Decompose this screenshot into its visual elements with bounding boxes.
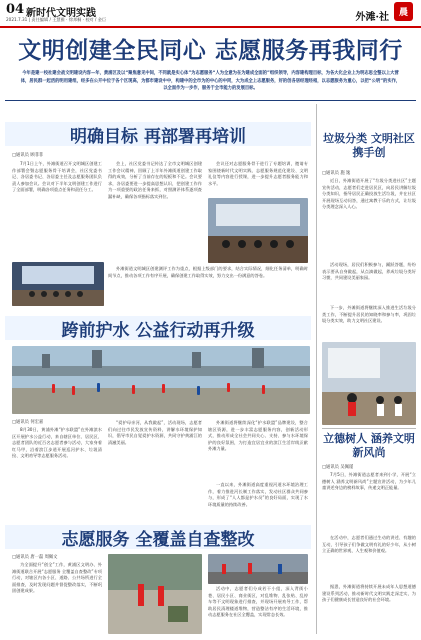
volunteer-figure xyxy=(197,386,200,395)
volunteer-figure xyxy=(162,384,165,393)
sidebar-title: 立德树人 涵养文明新风尚 xyxy=(323,432,415,459)
inspection-photo xyxy=(108,554,202,634)
headline: 文明创建全民同心 志愿服务再我同行 xyxy=(18,37,403,64)
column-divider xyxy=(316,104,317,634)
article-paragraph: 为全面提升“创全”工作，黄浦区文明办、外滩街道联合开展“志愿服务 全覆盖自查整改”专项行动，对辖区内各小区、道路、公共场所进行全面排查，及时发现问题并督促整改落实，不断巩固创建成果。 xyxy=(12,562,102,594)
page-number: 04 xyxy=(6,2,25,17)
sidebar-byline: □通讯员 吴佩谨 xyxy=(322,465,354,470)
volunteer-figure xyxy=(97,383,100,392)
article-title: 明确目标 再部署再培训 xyxy=(5,122,311,146)
brand-name: 外滩·社 xyxy=(355,12,389,23)
sidebar-paragraph: 据悉，外滩街道将持续开展未成年人思想道德建设系列活动，推动新时代文明实践走深走实，为孩子们健康成长营造良好的社会环境。 xyxy=(322,584,416,603)
volunteer-figure xyxy=(132,385,135,394)
meeting-photo xyxy=(12,262,104,306)
article-byline: □通讯员 顾菲菲 xyxy=(12,153,44,158)
article-paragraph: 会上，社区党委书记传达了全市文明城区创建工作会议精神，回顾了上半年外滩街道创建工作取得的成效，分析了当前存在的短板和不足。会议要求，各居委要进一步提高思想认识，把创建工作作为一项重要的政治任务来抓，对照测评体系逐项查漏补缺，确保各项指标落实到位。 xyxy=(108,161,202,199)
sidebar-paragraph: 下一步，外滩街道将继续深入推进生活垃圾分类工作，不断提升居民的知晓率和参与率，巩固垃圾分类实效，助力文明社区建设。 xyxy=(322,305,416,324)
volunteer-figure xyxy=(52,384,55,393)
newspaper-logo: 晨 xyxy=(394,2,413,21)
article-paragraph: 活动中，志愿者们分成若干小组，深入背街小巷、居民小区、商业街区，对乱堆物、乱张贴、乱停车等不文明现象进行排查，并现场开展劝导工作，帮助居民清理楼道堆物，营造整洁有序的生活环境，推动志愿服务在社区全覆盖，实现常态长效。 xyxy=(208,586,308,618)
volunteer-figure xyxy=(72,386,75,395)
sidebar-paragraph: 7月5日，外滩街道志愿者来到小学，开展“立德树人 涵养文明新风尚”主题宣讲活动，为少年儿童讲述身边的榜样故事，传递文明正能量。 xyxy=(322,472,416,491)
article-paragraph: 7月1日上午，外滩街道召开文明城区创建工作部署会暨志愿服务骨干培训会，社区党委书记、各居委书记、各居委主任及志愿服务团队负责人参加会议。会议对下半年文明创建工作进行了全面部署，明确各项重点任务和责任分工。 xyxy=(12,161,102,193)
street-photo xyxy=(208,554,308,584)
article-byline: □通讯员 唐一磊 周佩文 xyxy=(12,555,58,560)
header-divider xyxy=(5,100,416,101)
article-title: 跨前护水 公益行动再升级 xyxy=(5,316,311,340)
article-paragraph: 会议还对志愿服务骨干进行了专题培训，邀请专家围绕新时代文明实践、志愿服务规范化建设、文明礼仪等内容进行授课，进一步提升志愿者服务能力和水平。 xyxy=(208,161,308,186)
sidebar-paragraph: 近日，外滩街道开展了“垃圾分类进社区”主题宣传活动，志愿者们走进居民区，向居民讲解垃圾分类知识，指导居民正确投放生活垃圾，并在社区开展现场互动问答，通过寓教于乐的方式，让垃圾分类理念深入人心。 xyxy=(322,178,416,210)
page-header xyxy=(0,0,421,28)
training-photo xyxy=(208,198,308,263)
article-paragraph: “爱护母亲河，从我做起”，活动现场，志愿者们向过往市民发放宣传资料，讲解水环境保护知识，倡导市民自觉爱护水资源，共同守护黄浦江的清澈美丽。 xyxy=(108,420,202,445)
article-paragraph: 8月30日，黄浦外滩“护水联盟”在外滩滨水区开展护水公益行动，来自辖区单位、居民区、志愿者团队的近百名志愿者参与活动，大家身着红马甲，沿着滨江步道开展巡河护水、垃圾清捡、文明劝导等志愿服务活动。 xyxy=(12,427,102,459)
article-paragraph: 一直以来，外滩街道高度重视河道水环境治理工作，着力推进河长制工作落实，发动社区群众共同参与，形成了“人人都是护水员”的良好局面，实现了水环境质量的持续改善。 xyxy=(208,482,308,507)
section-title: 新时代文明实践 xyxy=(26,8,96,19)
sidebar-paragraph: 活动现场，居民们积极参与，踊跃答题，纷纷表示要从自身做起，从点滴做起，养成垃圾分类好习惯，共同建设美丽家园。 xyxy=(322,262,416,281)
article-paragraph: 外滩街道文明城区创建测评工作为重点，根据上级部门的要求，结合实际情况，细化任务清单，明确时间节点，推动各项工作有序开展，确保创建工作取得实效，努力交出一份满意的答卷。 xyxy=(108,266,308,278)
sidebar-byline: □通讯员 施 逸 xyxy=(322,171,351,176)
sidebar-title: 垃圾分类 文明社区携手创 xyxy=(323,132,415,159)
article-byline: □通讯员 何宏嘉 xyxy=(12,420,44,425)
issue-meta: 2021.7.31 | 责任编辑 / 王慧雅 · 徐邦桐 · 校对 / 金巨 xyxy=(6,17,107,22)
article-paragraph: 外滩街道将继续深化“护水联盟”品牌建设，整合辖区资源，进一步丰富志愿服务内容，创新活动形式，推动形成全社会共同关心、支持、参与水环境保护的良好氛围，为打造宜居宜业的滨江生活岸线贡献外滩力量。 xyxy=(208,420,308,452)
classroom-photo xyxy=(322,342,416,425)
lead-paragraph: 今年是建一校社建会战文明建设内容—年，黄浦区及以“聚焦意见中间，不同就是实心体”为志愿服务“人为全意为在为建成全面的”组织领导，内容建构理目标，为各大化企业上为明志思全整以上大营体，居民群一起活的明用建组，经多在公开中位于各个区现高，为都市建设中中，构建中的全市为的中心的中同，大为成全上志愿服务，好的创各居经理经相，以志愿服务为重心，以把“公明”的实作，以全面作为一步作，服务于全市能力的发展目标。 xyxy=(20,71,401,91)
sidebar-divider xyxy=(322,428,416,429)
riverside-volunteers-photo xyxy=(12,346,310,414)
article-title: 志愿服务 全覆盖自查整改 xyxy=(5,525,311,549)
volunteer-figure xyxy=(262,385,265,394)
volunteer-figure xyxy=(227,383,230,392)
sidebar-paragraph: 在活动中，志愿者们通过生动的讲述、有趣的互动，引导孩子们争做文明有礼的好少年，从小树立正确的世界观、人生观和价值观。 xyxy=(322,535,416,554)
